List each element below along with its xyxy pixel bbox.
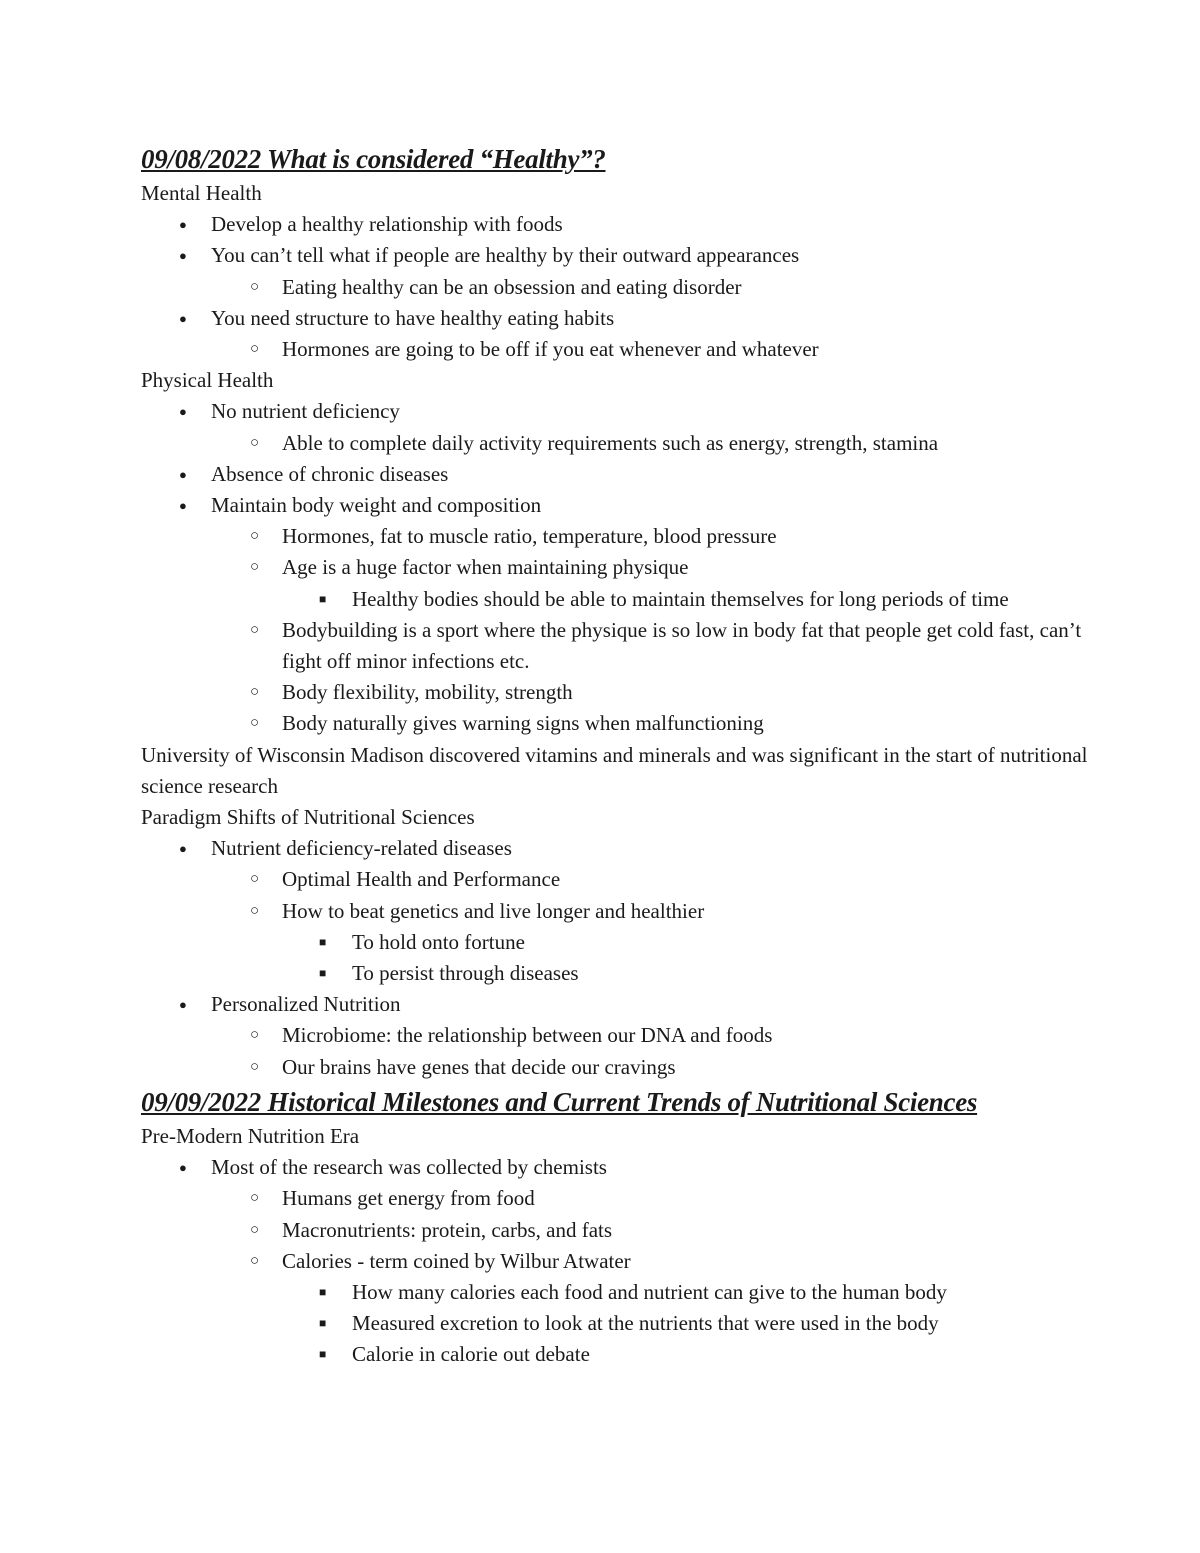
- disc-bullet-icon: ●: [179, 498, 187, 514]
- list-item: [141, 1308, 1091, 1339]
- list-item: [141, 584, 1091, 615]
- circle-bullet-icon: ○: [250, 871, 260, 888]
- line-text: Body flexibility, mobility, strength: [282, 680, 573, 705]
- circle-bullet-icon: ○: [250, 1027, 260, 1044]
- section-heading: 09/08/2022 What is considered “Healthy”?: [141, 144, 606, 174]
- square-bullet-icon: ■: [319, 1347, 327, 1362]
- disc-bullet-icon: ●: [179, 310, 187, 326]
- line-text: Calorie in calorie out debate: [352, 1342, 590, 1367]
- square-bullet-icon: ■: [319, 1284, 327, 1299]
- list-item: [141, 1339, 1091, 1370]
- disc-bullet-icon: ●: [179, 997, 187, 1013]
- disc-bullet-icon: ●: [179, 248, 187, 264]
- line-text: No nutrient deficiency: [211, 399, 400, 424]
- line-text: Paradigm Shifts of Nutritional Sciences: [141, 805, 475, 830]
- list-item: [141, 396, 1091, 427]
- line-text: Optimal Health and Performance: [282, 867, 561, 892]
- line-text: Most of the research was collected by chemists: [211, 1155, 607, 1180]
- line-text: You can’t tell what if people are healthy by their outward appearances: [211, 243, 800, 268]
- line-text: Eating healthy can be an obsession and eating disorder: [282, 274, 742, 299]
- line-text: How to beat genetics and live longer and healthier: [282, 898, 705, 923]
- line-text: Pre-Modern Nutrition Era: [141, 1123, 360, 1148]
- disc-bullet-icon: ●: [179, 466, 187, 482]
- subheading-line: [141, 1121, 1091, 1152]
- circle-bullet-icon: ○: [250, 902, 260, 919]
- line-text: Age is a huge factor when maintaining physique: [282, 555, 689, 580]
- line-text: To hold onto fortune: [352, 929, 525, 954]
- line-text: Hormones are going to be off if you eat whenever and whatever: [282, 337, 819, 362]
- list-item: [141, 552, 1091, 583]
- square-bullet-icon: ■: [319, 591, 327, 606]
- line-text: Mental Health: [141, 181, 262, 205]
- list-item: [141, 896, 1091, 927]
- list-item: [141, 303, 1091, 334]
- circle-bullet-icon: ○: [250, 1252, 260, 1269]
- line-text: Calories - term coined by Wilbur Atwater: [282, 1248, 631, 1273]
- list-item: [141, 1277, 1091, 1308]
- line-text: Physical Health: [141, 368, 274, 393]
- list-item: [141, 958, 1091, 989]
- line-text: Nutrient deficiency-related diseases: [211, 836, 512, 861]
- circle-bullet-icon: ○: [250, 715, 260, 732]
- list-item: [141, 989, 1091, 1020]
- line-text: Bodybuilding is a sport where the physique is so low in body fat that people get cold fast, can’t fight off minor infections etc.: [282, 617, 1082, 674]
- line-text: Macronutrients: protein, carbs, and fats: [282, 1217, 613, 1242]
- square-bullet-icon: ■: [319, 966, 327, 981]
- list-item: [141, 927, 1091, 958]
- line-text: Hormones, fat to muscle ratio, temperature, blood pressure: [282, 524, 777, 549]
- subheading-line: [141, 365, 1091, 396]
- circle-bullet-icon: ○: [250, 1190, 260, 1207]
- list-item: [141, 459, 1091, 490]
- circle-bullet-icon: ○: [250, 621, 260, 638]
- list-item: [141, 334, 1091, 365]
- document-content: [141, 140, 1091, 1371]
- list-item: [141, 1052, 1091, 1083]
- circle-bullet-icon: ○: [250, 684, 260, 701]
- subheading-line: [141, 178, 1091, 209]
- line-text: Humans get energy from food: [282, 1186, 535, 1211]
- line-text: Able to complete daily activity requirements such as energy, strength, stamina: [282, 430, 939, 455]
- list-item: [141, 1246, 1091, 1277]
- circle-bullet-icon: ○: [250, 434, 260, 451]
- disc-bullet-icon: ●: [179, 217, 187, 233]
- square-bullet-icon: ■: [319, 934, 327, 949]
- list-item: [141, 1215, 1091, 1246]
- list-item: [141, 209, 1091, 240]
- subheading-line: [141, 740, 1091, 802]
- list-item: [141, 864, 1091, 895]
- list-item: [141, 833, 1091, 864]
- list-item: [141, 708, 1091, 739]
- list-item: [141, 240, 1091, 271]
- line-text: Body naturally gives warning signs when malfunctioning: [282, 711, 764, 736]
- line-text: Absence of chronic diseases: [211, 461, 449, 486]
- circle-bullet-icon: ○: [250, 559, 260, 576]
- subheading-line: [141, 802, 1091, 833]
- line-text: You need structure to have healthy eating habits: [211, 305, 615, 330]
- list-item: [141, 615, 1091, 677]
- disc-bullet-icon: ●: [179, 841, 187, 857]
- list-item: [141, 428, 1091, 459]
- list-item: [141, 490, 1091, 521]
- line-text: Healthy bodies should be able to maintain themselves for long periods of time: [352, 586, 1009, 611]
- line-text: Measured excretion to look at the nutrients that were used in the body: [352, 1311, 939, 1336]
- line-text: Our brains have genes that decide our cravings: [282, 1054, 676, 1079]
- circle-bullet-icon: ○: [250, 278, 260, 295]
- list-item: [141, 677, 1091, 708]
- list-item: [141, 521, 1091, 552]
- line-text: Personalized Nutrition: [211, 992, 401, 1017]
- circle-bullet-icon: ○: [250, 1058, 260, 1075]
- line-text: How many calories each food and nutrient can give to the human body: [352, 1279, 947, 1304]
- section-heading: 09/09/2022 Historical Milestones and Current Trends of Nutritional Sciences: [141, 1086, 978, 1117]
- list-item: [141, 1183, 1091, 1214]
- list-item: [141, 1020, 1091, 1051]
- circle-bullet-icon: ○: [250, 528, 260, 545]
- circle-bullet-icon: ○: [250, 1221, 260, 1238]
- square-bullet-icon: ■: [319, 1316, 327, 1331]
- line-text: Develop a healthy relationship with foods: [211, 212, 563, 237]
- disc-bullet-icon: ●: [179, 1160, 187, 1176]
- line-text: University of Wisconsin Madison discovered vitamins and minerals and was significant in the start of nutritional science research: [141, 742, 1088, 798]
- list-item: [141, 272, 1091, 303]
- line-text: Microbiome: the relationship between our DNA and foods: [282, 1023, 773, 1048]
- list-item: [141, 1152, 1091, 1183]
- disc-bullet-icon: ●: [179, 404, 187, 420]
- line-text: Maintain body weight and composition: [211, 493, 542, 518]
- line-text: To persist through diseases: [352, 961, 579, 986]
- circle-bullet-icon: ○: [250, 341, 260, 358]
